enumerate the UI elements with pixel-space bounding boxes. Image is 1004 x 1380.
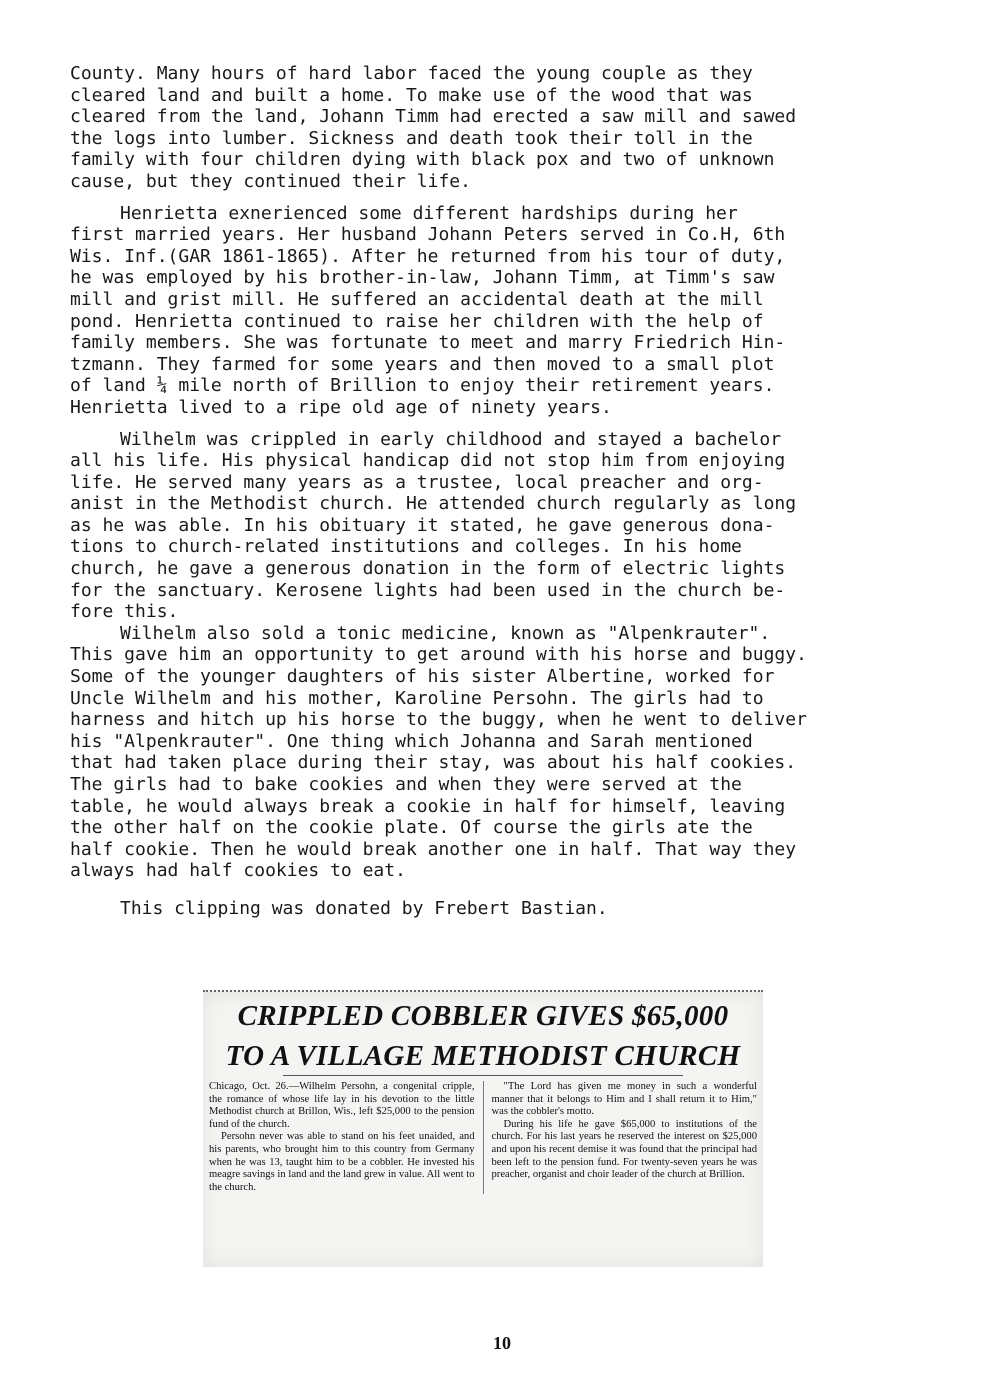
text-line: for the sanctuary. Kerosene lights had been used in the church be-	[70, 579, 786, 601]
clipping-credit: This clipping was donated by Frebert Bastian.	[120, 897, 608, 919]
headline-divider	[283, 1075, 683, 1076]
text-line: Henrietta exnerienced some different hardships during her	[120, 202, 738, 224]
text-line: that had taken place during their stay, was about his half cookies.	[70, 752, 797, 774]
column-divider	[483, 1081, 484, 1194]
text-line: Wilhelm was crippled in early childhood and stayed a bachelor	[120, 428, 782, 450]
text-line: Uncle Wilhelm and his mother, Karoline Persohn. The girls had to	[70, 687, 764, 709]
text-line: cleared land and built a home. To make use of the wood that was	[70, 84, 753, 106]
text-line: cause, but they continued their life.	[70, 170, 471, 192]
text-line: tzmann. They farmed for some years and then moved to a small plot	[70, 353, 775, 375]
clipping-paragraph: Chicago, Oct. 26.—Wilhelm Persohn, a congenital cripple, the romance of whose life lay in his devotion to the little Methodist church at Brillon, Wis., left $25,000 to the pension fund of the church.	[209, 1081, 475, 1130]
text-line: Some of the younger daughters of his sister Albertine, worked for	[70, 666, 775, 688]
clipping-left-column	[209, 1081, 475, 1194]
text-line: family with four children dying with black pox and two of unknown	[70, 149, 775, 171]
text-line: life. He served many years as a trustee, local preacher and org-	[70, 471, 764, 493]
text-line: tions to church-related institutions and colleges. In his home	[70, 536, 742, 558]
clipping-paragraph: Persohn never was able to stand on his feet unaided, and his parents, who brought him to this country from Germany when he was 13, taught him to be a cobbler. He invested his meagre savings in land and the land grew in value. All went to the church.	[209, 1131, 475, 1193]
page-number: 10	[493, 1333, 511, 1353]
clipping-paragraph: "The Lord has given me money in such a wonderful manner that it belongs to Him and I shall return it to Him," was the cobbler's motto.	[491, 1081, 757, 1118]
paragraph	[70, 429, 950, 623]
paragraph	[70, 63, 950, 193]
text-line: family members. She was fortunate to meet and marry Friedrich Hin-	[70, 332, 786, 354]
text-line: his "Alpenkrauter". One thing which Johanna and Sarah mentioned	[70, 730, 753, 752]
text-line: he was employed by his brother-in-law, Johann Timm, at Timm's saw	[70, 267, 775, 289]
text-line: pond. Henrietta continued to raise her children with the help of	[70, 310, 764, 332]
text-line: harness and hitch up his horse to the buggy, when he went to deliver	[70, 709, 807, 731]
paragraph	[70, 203, 950, 419]
text-line: This gave him an opportunity to get around with his horse and buggy.	[70, 644, 807, 666]
clipping-right-column	[492, 1081, 758, 1194]
clipping-headline-line-2: TO A VILLAGE METHODIST CHURCH	[225, 1040, 741, 1072]
text-line: cleared from the land, Johann Timm had erected a saw mill and sawed	[70, 106, 797, 128]
body-text	[70, 63, 950, 930]
text-line: Henrietta lived to a ripe old age of ninety years.	[70, 396, 612, 418]
text-line: of land ¼ mile north of Brillion to enjoy their retirement years.	[70, 375, 775, 397]
text-line: half cookie. Then he would break another one in half. That way they	[70, 838, 797, 860]
text-line: always had half cookies to eat.	[70, 860, 406, 882]
text-line: first married years. Her husband Johann Peters served in Co.H, 6th	[70, 224, 786, 246]
text-line: County. Many hours of hard labor faced the young couple as they	[70, 63, 753, 84]
text-line: the other half on the cookie plate. Of course the girls ate the	[70, 817, 753, 839]
clipping-columns	[203, 1081, 763, 1194]
text-line: The girls had to bake cookies and when they were served at the	[70, 774, 742, 795]
text-line: the logs into lumber. Sickness and death took their toll in the	[70, 127, 753, 149]
clipping-paragraph: During his life he gave $65,000 to institutions of the church. For his last years he reserved the interest on $25,000 and upon his recent demise it was found that the principal had been left to the pension fund. For twenty-seven years he was preacher, organist and choir leader of the church at Brillion.	[491, 1118, 757, 1181]
paragraph	[70, 623, 950, 882]
text-line: church, he gave a generous donation in the form of electric lights	[70, 558, 786, 580]
text-line: Wis. Inf.(GAR 1861-1865). After he returned from his tour of duty,	[70, 245, 786, 267]
text-line: as he was able. In his obituary it stated, he gave generous dona-	[70, 514, 775, 536]
newspaper-clipping	[203, 990, 763, 1267]
text-line: all his life. His physical handicap did not stop him from enjoying	[70, 450, 786, 472]
text-line: mill and grist mill. He suffered an accidental death at the mill	[70, 288, 764, 310]
text-line: table, he would always break a cookie in half for himself, leaving	[70, 795, 786, 817]
text-line: Wilhelm also sold a tonic medicine, known as "Alpenkrauter".	[120, 622, 771, 644]
text-line: fore this.	[70, 601, 179, 623]
clipping-headline-line-1: CRIPPLED COBBLER GIVES $65,000	[237, 1000, 729, 1032]
text-line: anist in the Methodist church. He attended church regularly as long	[70, 493, 797, 515]
